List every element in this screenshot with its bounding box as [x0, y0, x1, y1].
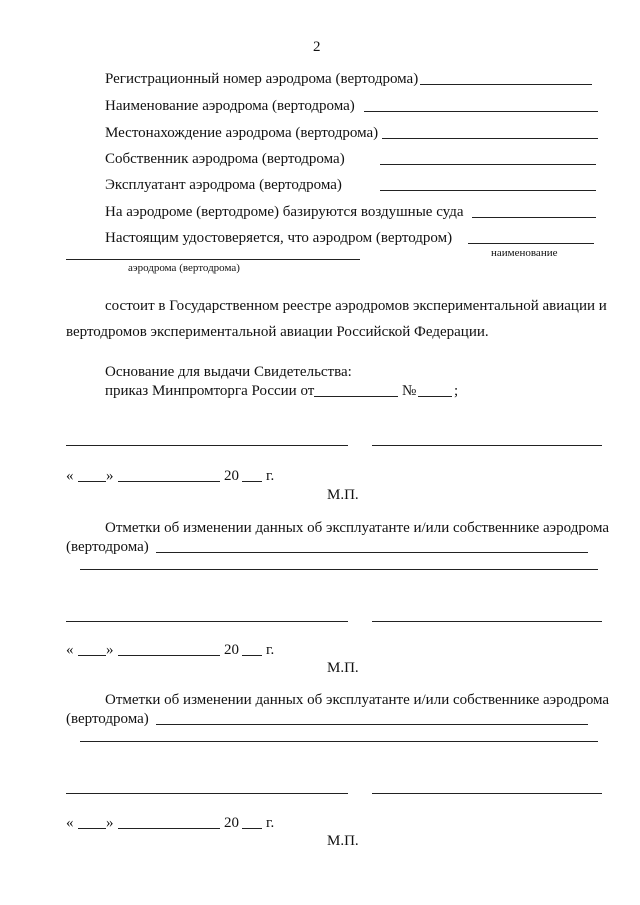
order-number-line[interactable]	[418, 396, 452, 397]
signature-line-right-2[interactable]	[372, 621, 602, 622]
field-line-location[interactable]	[382, 138, 598, 139]
changes-1-fill-line-2[interactable]	[80, 569, 598, 570]
date-close-quote-2: »	[106, 642, 114, 658]
date-month-line-2[interactable]	[118, 655, 220, 656]
field-label-name: Наименование аэродрома (вертодрома)	[105, 98, 355, 114]
changes-2-line-2: (вертодрома)	[66, 711, 149, 727]
date-year-line-3[interactable]	[242, 828, 262, 829]
date-day-line-3[interactable]	[78, 828, 106, 829]
page-number: 2	[313, 39, 321, 55]
signature-line-left-2[interactable]	[66, 621, 348, 622]
signature-line-right-3[interactable]	[372, 793, 602, 794]
caption-aerodrome: аэродрома (вертодрома)	[128, 262, 240, 274]
date-month-line-1[interactable]	[118, 481, 220, 482]
basis-title: Основание для выдачи Свидетельства:	[105, 364, 352, 380]
order-end: ;	[454, 383, 459, 399]
field-line-registration-number[interactable]	[420, 84, 592, 85]
registry-line-1: состоит в Государственном реестре аэродромов экспериментальной авиации и	[105, 298, 607, 314]
changes-1-line-2: (вертодрома)	[66, 539, 149, 555]
field-line-owner[interactable]	[380, 164, 596, 165]
date-year-prefix-2: 20	[224, 642, 239, 658]
date-suffix-3: г.	[266, 815, 275, 831]
changes-2-fill-line-2[interactable]	[80, 741, 598, 742]
signature-line-left-1[interactable]	[66, 445, 348, 446]
aerodrome-name-line-left[interactable]	[66, 259, 360, 260]
date-open-quote-3: «	[66, 815, 74, 831]
signature-line-left-3[interactable]	[66, 793, 348, 794]
stamp-3: М.П.	[327, 833, 359, 849]
date-year-line-1[interactable]	[242, 481, 262, 482]
caption-naimenovanie: наименование	[491, 247, 558, 259]
aerodrome-name-line-right[interactable]	[468, 243, 594, 244]
date-open-quote-1: «	[66, 468, 74, 484]
changes-2-line-1: Отметки об изменении данных об эксплуатанте и/или собственнике аэродрома	[105, 692, 610, 708]
order-number-sign: №	[402, 383, 417, 399]
date-year-prefix-1: 20	[224, 468, 239, 484]
date-open-quote-2: «	[66, 642, 74, 658]
date-suffix-1: г.	[266, 468, 275, 484]
stamp-2: М.П.	[327, 660, 359, 676]
certify-text: Настоящим удостоверяется, что аэродром (вертодром)	[105, 230, 453, 246]
date-suffix-2: г.	[266, 642, 275, 658]
field-label-registration-number: Регистрационный номер аэродрома (вертодрома)	[105, 71, 419, 87]
date-day-line-1[interactable]	[78, 481, 106, 482]
order-prefix: приказ Минпромторга России от	[105, 383, 315, 399]
field-label-location: Местонахождение аэродрома (вертодрома)	[105, 125, 379, 141]
date-month-line-3[interactable]	[118, 828, 220, 829]
changes-1-line-1: Отметки об изменении данных об эксплуатанте и/или собственнике аэродрома	[105, 520, 610, 536]
field-line-operator[interactable]	[380, 190, 596, 191]
changes-1-fill-line-1[interactable]	[156, 552, 588, 553]
field-label-owner: Собственник аэродрома (вертодрома)	[105, 151, 345, 167]
signature-line-right-1[interactable]	[372, 445, 602, 446]
field-line-based-aircraft[interactable]	[472, 217, 596, 218]
changes-2-fill-line-1[interactable]	[156, 724, 588, 725]
field-line-name[interactable]	[364, 111, 598, 112]
date-day-line-2[interactable]	[78, 655, 106, 656]
date-close-quote-1: »	[106, 468, 114, 484]
stamp-1: М.П.	[327, 487, 359, 503]
registry-line-2: вертодромов экспериментальной авиации Российской Федерации.	[66, 324, 489, 340]
date-year-prefix-3: 20	[224, 815, 239, 831]
order-date-line[interactable]	[314, 396, 398, 397]
field-label-based-aircraft: На аэродроме (вертодроме) базируются воздушные суда	[105, 204, 464, 220]
date-year-line-2[interactable]	[242, 655, 262, 656]
field-label-operator: Эксплуатант аэродрома (вертодрома)	[105, 177, 342, 193]
date-close-quote-3: »	[106, 815, 114, 831]
